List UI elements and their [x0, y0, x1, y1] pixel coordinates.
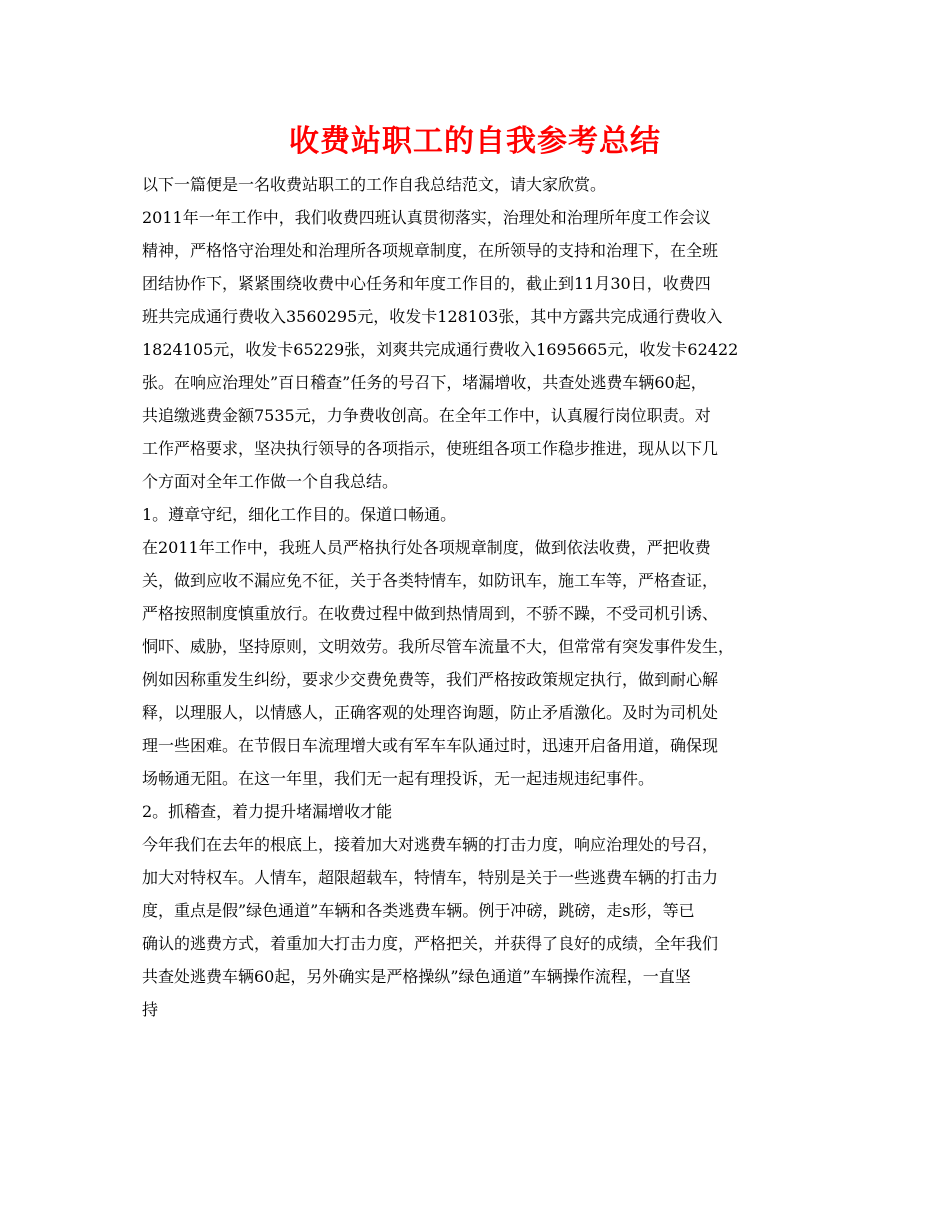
body-line: 今年我们在去年的根底上，接着加大对逃费车辆的打击力度，响应治理处的号召， — [142, 835, 719, 854]
section-heading: 1。遵章守纪，细化工作目的。保道口畅通。 — [142, 505, 457, 524]
body-line: 工作严格要求，坚决执行领导的各项指示，使班组各项工作稳步推进，现从以下几 — [142, 439, 719, 458]
body-line: 在2011年工作中，我班人员严格执行处各项规章制度，做到依法收费，严把收费 — [142, 538, 711, 557]
body-line: 共查处逃费车辆60起，另外确实是严格操纵”绿色通道”车辆操作流程，一直坚 — [142, 967, 691, 986]
body-line: 理一些困难。在节假日车流理增大或有军车车队通过时，迅速开启备用道，确保现 — [142, 736, 719, 755]
document-title: 收费站职工的自我参考总结 — [289, 124, 661, 159]
body-line: 团结协作下，紧紧围绕收费中心任务和年度工作目的，截止到11月30日，收费四 — [142, 274, 711, 293]
body-line: 释，以理服人，以情感人，正确客观的处理咨询题，防止矛盾激化。及时为司机处 — [142, 703, 719, 722]
body-line: 严格按照制度慎重放行。在收费过程中做到热情周到，不骄不躁，不受司机引诱、 — [142, 604, 719, 623]
body-line: 个方面对全年工作做一个自我总结。 — [142, 472, 399, 491]
body-line: 1824105元，收发卡65229张，刘爽共完成通行费收入1695665元，收发卡62422 — [142, 340, 739, 359]
body-line: 持 — [142, 1000, 159, 1019]
body-line: 张。在响应治理处”百日稽查”任务的号召下，堵漏增收，共查处逃费车辆60起， — [142, 373, 707, 392]
body-line: 关，做到应收不漏应免不征，关于各类特情车，如防讯车，施工车等，严格查证， — [142, 571, 719, 590]
body-line: 精神，严格恪守治理处和治理所各项规章制度，在所领导的支持和治理下，在全班 — [142, 241, 719, 260]
body-line: 加大对特权车。人情车，超限超载车，特情车，特别是关于一些逃费车辆的打击力 — [142, 868, 719, 887]
body-line: 确认的逃费方式，着重加大打击力度，严格把关，并获得了良好的成绩，全年我们 — [142, 934, 719, 953]
body-line: 例如因称重发生纠纷，要求少交费免费等，我们严格按政策规定执行，做到耐心解 — [142, 670, 719, 689]
body-line: 度，重点是假”绿色通道”车辆和各类逃费车辆。例于冲磅，跳磅，走s形，等已 — [142, 901, 695, 920]
body-line: 2011年一年工作中，我们收费四班认真贯彻落实，治理处和治理所年度工作会议 — [142, 208, 711, 227]
body-line: 恫吓、威胁，坚持原则，文明效劳。我所尽管车流量不大，但常常有突发事件发生， — [142, 637, 735, 656]
body-line: 以下一篇便是一名收费站职工的工作自我总结范文，请大家欣赏。 — [142, 175, 607, 194]
section-heading: 2。抓稽查，着力提升堵漏增收才能 — [142, 802, 393, 821]
body-line: 共追缴逃费金额7535元，力争费收创高。在全年工作中，认真履行岗位职责。对 — [142, 406, 711, 425]
body-line: 班共完成通行费收入3560295元，收发卡128103张，其中方露共完成通行费收入 — [142, 307, 723, 326]
document-body — [142, 168, 822, 1026]
body-line: 场畅通无阻。在这一年里，我们无一起有理投诉，无一起违规违纪事件。 — [142, 769, 655, 788]
